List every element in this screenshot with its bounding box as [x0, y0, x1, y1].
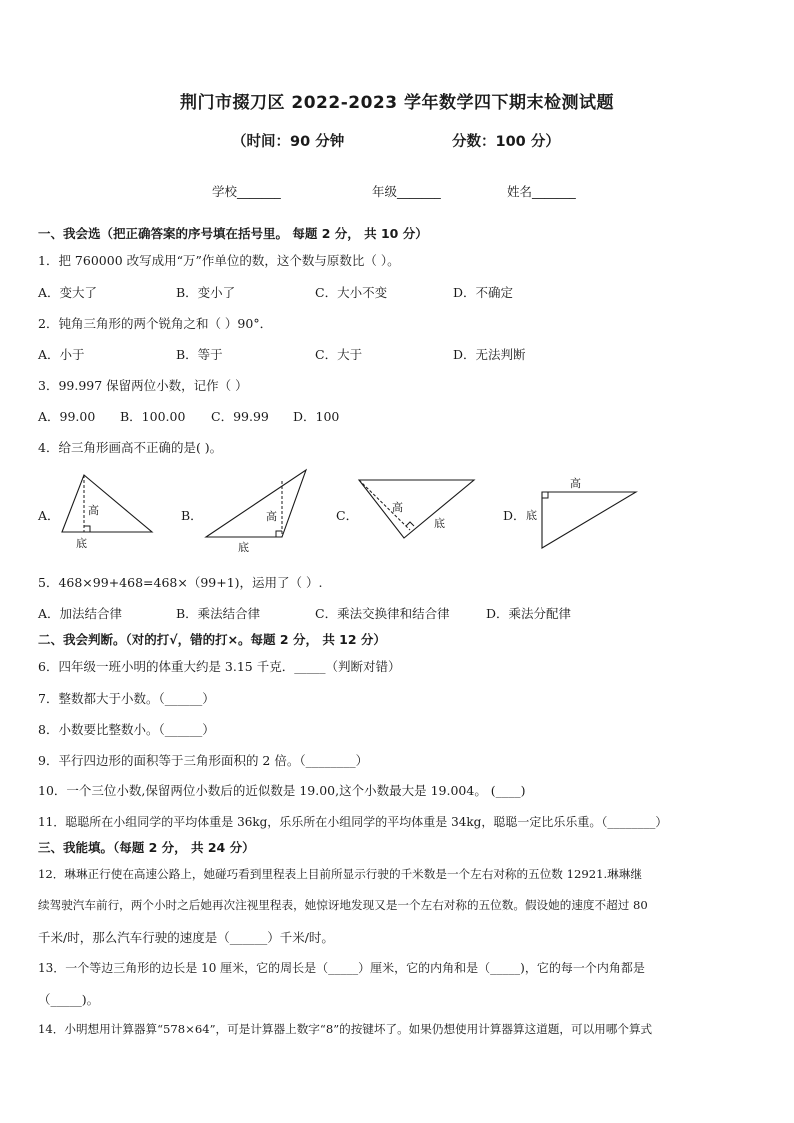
- question-14: 14．小明想用计算器算“578×64”，可是计算器上数字“8”的按键坏了。如果仍想使用计算器算这道题，可以用哪个算式: [38, 1022, 653, 1036]
- q2-option-c: C．大于: [315, 347, 363, 362]
- q5-option-c: C．乘法交换律和结合律: [315, 606, 450, 621]
- q4-figure-b: [200, 465, 312, 557]
- question-13-line-2: （_____)。: [38, 992, 100, 1007]
- q3-option-d: D．100: [293, 409, 340, 424]
- q4-figure-a: [58, 470, 158, 555]
- question-12-line-3: 千米/时，那么汽车行驶的速度是（______）千米/时。: [38, 930, 334, 945]
- question-3: 3．99.997 保留两位小数，记作（ ）: [38, 378, 248, 393]
- q4-option-c: C．: [336, 508, 359, 523]
- q2-option-b: B．等于: [176, 347, 223, 362]
- q1-option-d: D．不确定: [453, 285, 514, 300]
- q2-option-a: A．小于: [38, 347, 85, 362]
- q1-option-b: B．变小了: [176, 285, 236, 300]
- question-12-line-1: 12．琳琳正行使在高速公路上，她碰巧看到里程表上目前所显示行驶的千米数是一个左右对称的五位数 12921.琳琳继: [38, 867, 642, 881]
- q4-figure-d: [524, 472, 642, 554]
- school-field: 学校_______: [212, 184, 281, 199]
- q4-option-a: A．: [38, 508, 60, 523]
- q3-option-a: A．99.00: [38, 409, 96, 424]
- exam-score: 分数：100 分）: [452, 134, 560, 150]
- question-4: 4．给三角形画高不正确的是( )。: [38, 440, 223, 455]
- fig-c-base-label: 底: [434, 517, 445, 530]
- fig-b-base-label: 底: [238, 541, 249, 554]
- question-10: 10．一个三位小数,保留两位小数后的近似数是 19.00,这个小数最大是 19.004。 (____): [38, 783, 526, 798]
- fig-d-base-label: 底: [526, 509, 537, 522]
- q4-option-d: D．: [503, 508, 526, 523]
- question-13-line-1: 13．一个等边三角形的边长是 10 厘米，它的周长是（_____）厘米，它的内角和是（_____)，它的每一个内角都是: [38, 961, 645, 975]
- q3-option-c: C．99.99: [211, 409, 269, 424]
- question-6: 6．四年级一班小明的体重大约是 3.15 千克．_____（判断对错）: [38, 659, 401, 674]
- q5-option-d: D．乘法分配律: [486, 606, 572, 621]
- question-12-line-2: 续驾驶汽车前行，两个小时之后她再次注视里程表，她惊讶地发现又是一个左右对称的五位数。假设她的速度不超过 80: [38, 898, 648, 912]
- fig-c-height-label: 高: [392, 501, 403, 514]
- question-8: 8．小数要比整数小。（______）: [38, 722, 215, 737]
- name-field: 姓名_______: [507, 184, 576, 199]
- grade-field: 年级_______: [372, 184, 441, 199]
- page-title: 荆门市掇刀区 2022-2023 学年数学四下期末检测试题: [179, 93, 615, 113]
- q1-option-c: C．大小不变: [315, 285, 388, 300]
- question-1: 1．把 760000 改写成用“万”作单位的数，这个数与原数比（ ）。: [38, 253, 400, 268]
- fig-a-base-label: 底: [76, 537, 87, 550]
- fig-a-height-label: 高: [88, 504, 99, 517]
- question-2: 2．钝角三角形的两个锐角之和（ ）90°．: [38, 316, 273, 331]
- q4-option-b: B．: [181, 508, 203, 523]
- q1-option-a: A．变大了: [38, 285, 98, 300]
- q5-option-a: A．加法结合律: [38, 606, 123, 621]
- q5-option-b: B．乘法结合律: [176, 606, 261, 621]
- section-1-heading: 一、我会选（把正确答案的序号填在括号里。 每题 2 分， 共 10 分）: [38, 226, 428, 241]
- question-7: 7．整数都大于小数。（______）: [38, 691, 215, 706]
- fig-d-height-label: 高: [570, 477, 581, 490]
- q2-option-d: D．无法判断: [453, 347, 526, 362]
- section-3-heading: 三、我能填。（每题 2 分， 共 24 分）: [38, 840, 255, 855]
- fig-b-height-label: 高: [266, 510, 277, 523]
- question-5: 5．468×99+468=468×（99+1)，运用了（ ）.: [38, 575, 323, 590]
- exam-time: （时间：90 分钟: [232, 134, 345, 150]
- question-9: 9．平行四边形的面积等于三角形面积的 2 倍。（________）: [38, 753, 369, 768]
- section-2-heading: 二、我会判断。（对的打√，错的打×。每题 2 分， 共 12 分）: [38, 632, 386, 647]
- q4-figure-c: [354, 472, 478, 550]
- question-11: 11．聪聪所在小组同学的平均体重是 36kg，乐乐所在小组同学的平均体重是 34kg，聪聪一定比乐乐重。（________）: [38, 815, 668, 829]
- q3-option-b: B．100.00: [120, 409, 186, 424]
